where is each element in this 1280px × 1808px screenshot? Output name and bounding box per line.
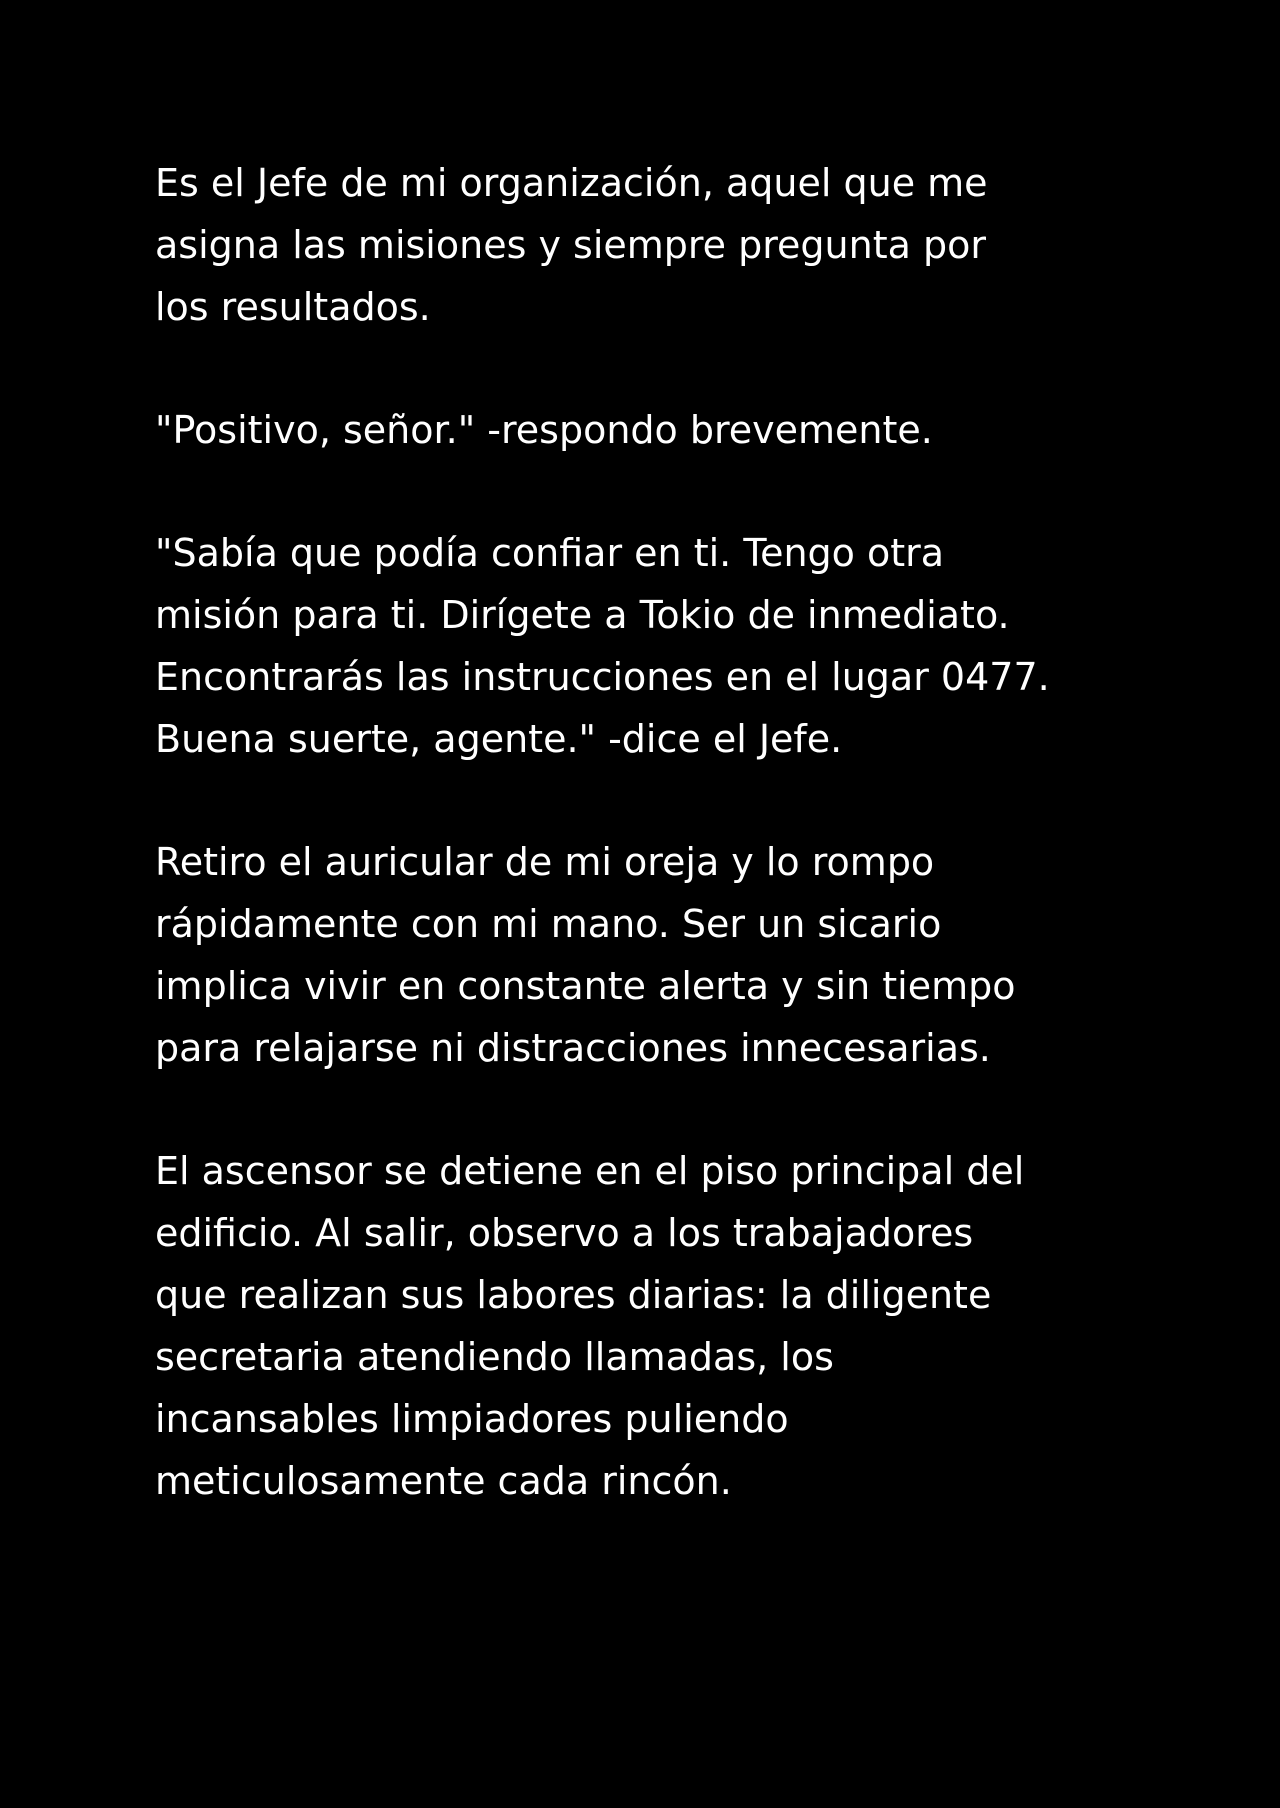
paragraph-reply: "Positivo, señor." -respondo brevemente.: [155, 408, 933, 452]
paragraph-earpiece: Retiro el auricular de mi oreja y lo rompo rápidamente con mi mano. Ser un sicario implica vivir en constante alerta y sin tiempo para relajarse ni distracciones innecesarias.: [155, 840, 1016, 1070]
paragraph-elevator: El ascensor se detiene en el piso principal del edificio. Al salir, observo a los trabajadores que realizan sus labores diarias: la diligente secretaria atendiendo llamadas, los incansables limpiadores puliendo meticulosamente cada rincón.: [155, 1149, 1025, 1503]
paragraph-mission: "Sabía que podía confiar en ti. Tengo otra misión para ti. Dirígete a Tokio de inmediato. Encontrarás las instrucciones en el lugar 0477. Buena suerte, agente." -dice el Jefe.: [155, 531, 1050, 761]
story-text: [155, 152, 1135, 1512]
paragraph-boss-intro: Es el Jefe de mi organización, aquel que me asigna las misiones y siempre pregunta por los resultados.: [155, 161, 988, 329]
